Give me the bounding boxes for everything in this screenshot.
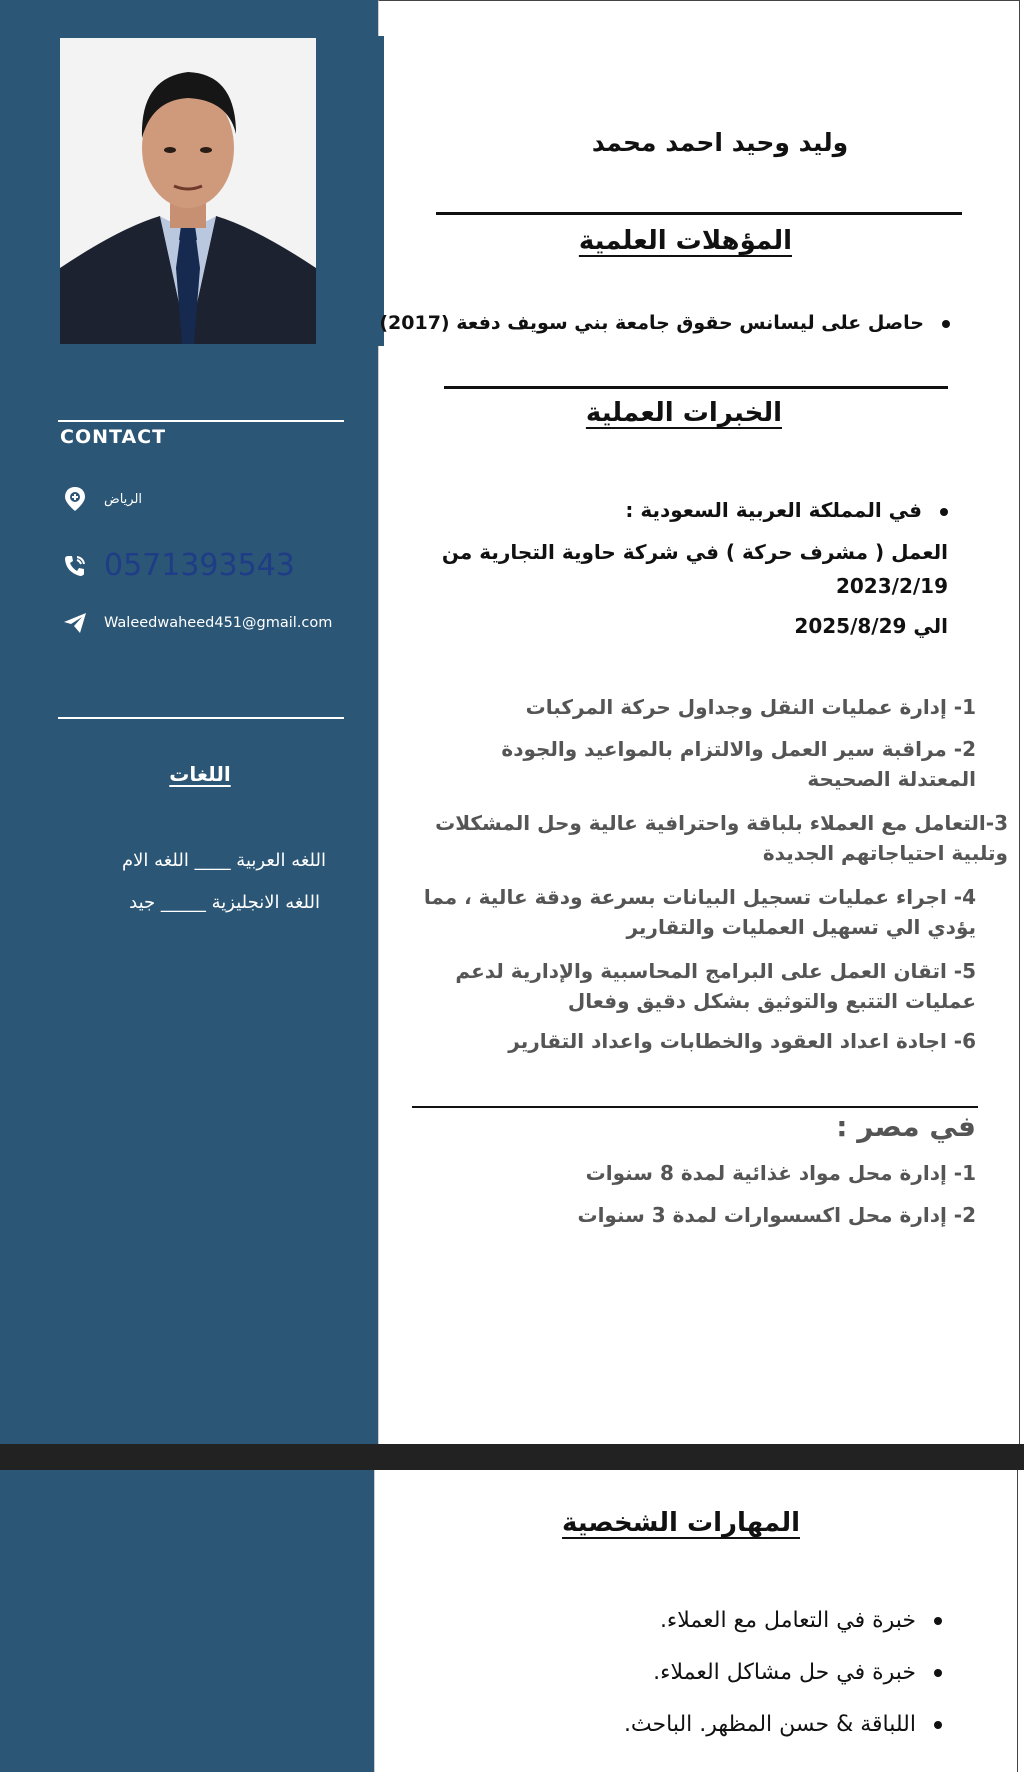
page-separator <box>0 1444 1024 1470</box>
task-item: 6- اجادة اعداد العقود والخطابات واعداد التقارير <box>508 1029 976 1053</box>
qualifications-title: المؤهلات العلمية <box>578 226 792 256</box>
contact-phone <box>62 548 295 583</box>
task-item: 4- اجراء عمليات تسجيل البيانات بسرعة ودقة عالية ، مما يؤدي الي تسهيل العمليات والتقارير <box>423 885 976 939</box>
skill-text: خبرة في التعامل مع العملاء. <box>659 1608 916 1633</box>
bullet-dot <box>942 320 950 328</box>
skill-text: خبرة في حل مشاكل العملاء. <box>653 1660 916 1685</box>
location-text: الرياض <box>104 491 143 507</box>
candidate-name: وليد وحيد احمد محمد <box>591 128 849 157</box>
job-start-date: 2023/2/19 <box>835 574 948 598</box>
skill-item <box>653 1660 942 1685</box>
skills-title: المهارات الشخصية <box>562 1508 800 1538</box>
profile-photo <box>60 38 316 344</box>
contact-email <box>62 610 332 636</box>
bullet-dot <box>934 1669 942 1677</box>
profile-photo-illustration <box>60 38 316 344</box>
divider <box>58 717 344 719</box>
bullet-dot <box>934 1617 942 1625</box>
bullet-dot <box>940 508 948 516</box>
task-item: 2- مراقبة سير العمل والالتزام بالمواعيد والجودة المعتدلة الصحيحة <box>501 737 976 791</box>
skill-text: اللباقة & حسن المظهر. الباحث. <box>623 1712 916 1737</box>
divider <box>444 386 948 389</box>
qualification-item <box>379 312 950 334</box>
cv-page-2 <box>0 1470 1024 1772</box>
experience-title: الخبرات العملية <box>585 398 782 428</box>
task-item: 1- إدارة عمليات النقل وجداول حركة المركبات <box>525 695 976 719</box>
language-english: اللغه الانجليزية _____ جيد <box>129 892 320 913</box>
saudi-heading <box>625 498 948 522</box>
egypt-item: 1- إدارة محل مواد غذائية لمدة 8 سنوات <box>585 1161 976 1185</box>
language-arabic: اللغه العربية ____ اللغه الام <box>121 850 326 871</box>
saudi-heading-text: في المملكة العربية السعودية : <box>625 498 922 522</box>
egypt-item: 2- إدارة محل اكسسوارات لمدة 3 سنوات <box>577 1203 976 1227</box>
skill-item <box>660 1608 942 1633</box>
divider <box>412 1106 978 1108</box>
bullet-dot <box>934 1721 942 1729</box>
contact-location <box>62 486 142 512</box>
task-item: 3-التعامل مع العملاء بلباقة واحترافية عالية وحل المشكلات وتلبية احتياجاتهم الجديدة <box>435 811 1008 865</box>
email-address[interactable]: Waleedwaheed451@gmail.com <box>104 615 333 631</box>
sidebar <box>0 1470 374 1772</box>
skill-item <box>624 1712 942 1737</box>
divider <box>58 420 344 422</box>
divider <box>436 212 962 215</box>
phone-icon <box>62 553 88 579</box>
location-pin-icon <box>62 486 88 512</box>
phone-number[interactable]: 0571393543 <box>104 548 295 583</box>
paper-plane-icon <box>62 610 88 636</box>
job-role: العمل ( مشرف حركة ) في شركة حاوية التجارية من <box>441 540 948 564</box>
contact-title: CONTACT <box>60 426 167 448</box>
job-end-date: الي 2025/8/29 <box>794 614 948 638</box>
languages-title: اللغات <box>169 762 231 786</box>
qualification-text: حاصل على ليسانس حقوق جامعة بني سويف دفعة (2017) <box>379 312 924 334</box>
task-item: 5- اتقان العمل على البرامج المحاسبية والإدارية لدعم عمليات التتبع والتوثيق بشكل دقيق وفعال <box>455 959 976 1013</box>
egypt-heading: في مصر : <box>836 1110 976 1143</box>
